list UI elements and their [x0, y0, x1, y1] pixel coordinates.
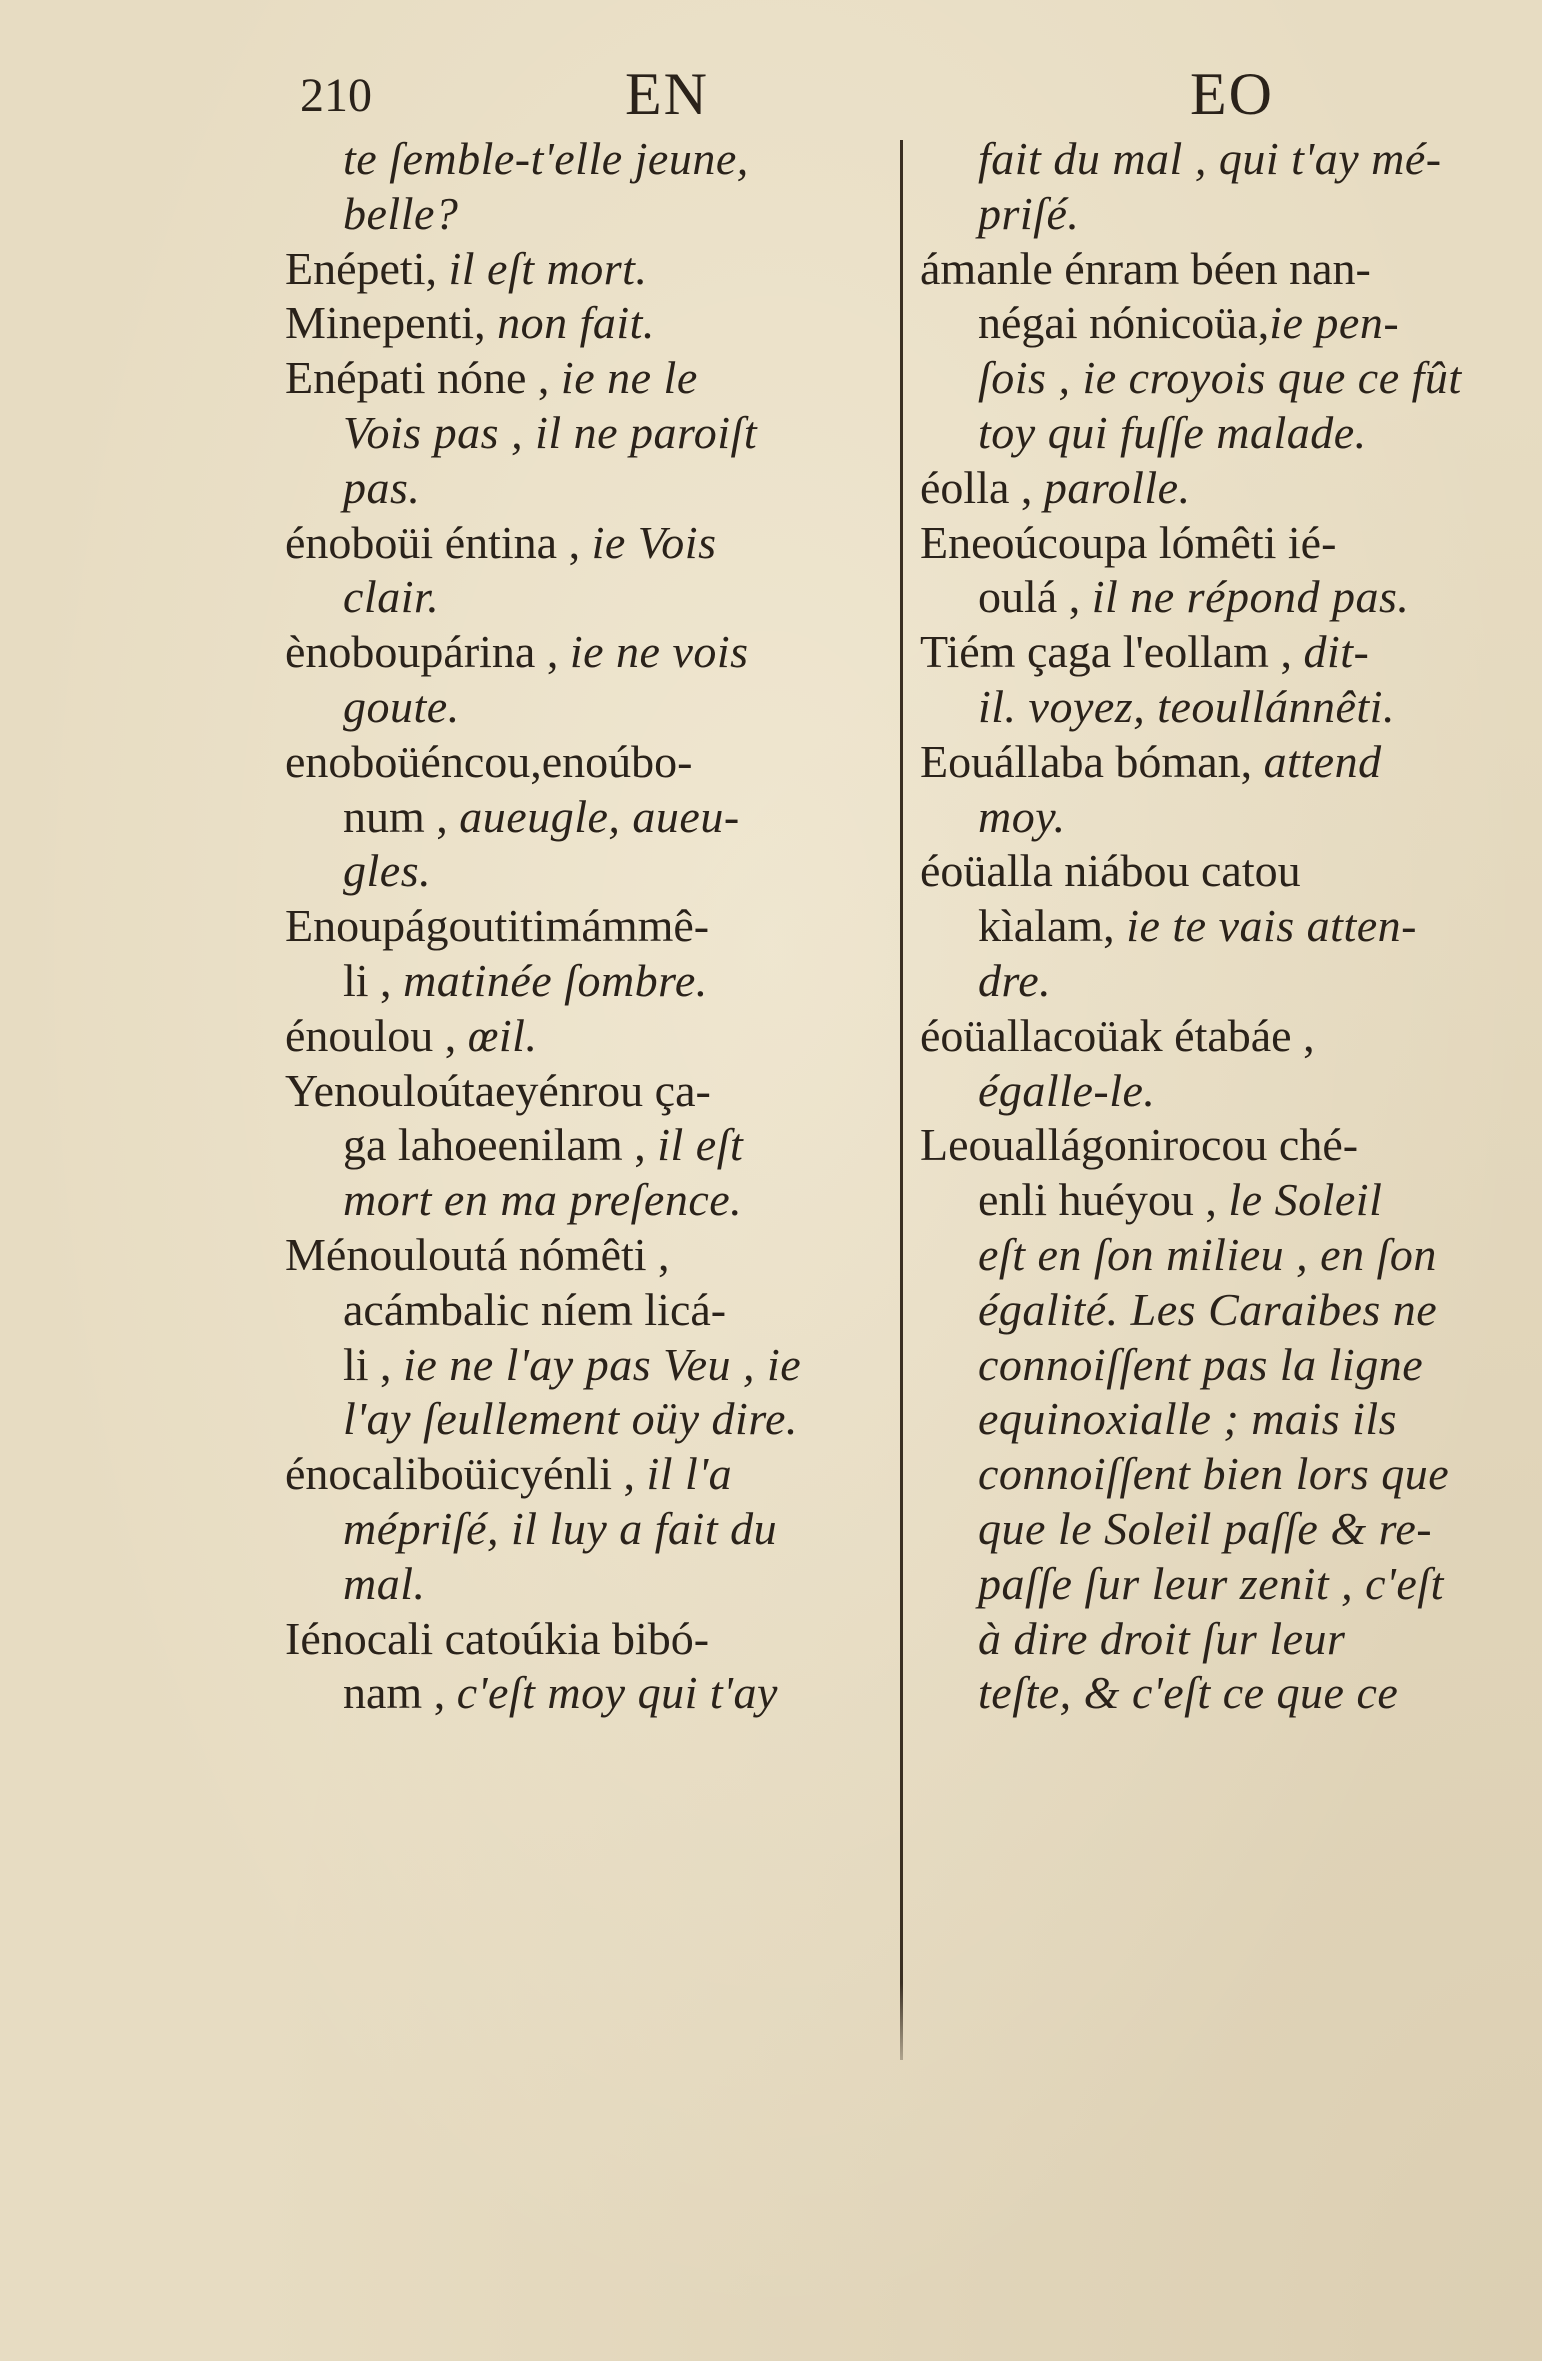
entry-text: Iénocali catoúkia bibó- — [285, 1612, 710, 1664]
gloss-text: c'eſt moy qui t'ay — [456, 1667, 778, 1719]
gloss-text: égalle-le. — [978, 1064, 1156, 1116]
gloss-text: gles. — [343, 845, 432, 897]
right-line — [920, 1502, 1480, 1557]
entry-text: Minepenti, — [285, 297, 498, 349]
gloss-text: mépriſé, il luy a fait du — [343, 1502, 778, 1554]
gloss-text: ie te vais atten- — [1126, 900, 1417, 952]
gloss-text: le Soleil — [1228, 1174, 1383, 1226]
right-line — [920, 570, 1480, 625]
entry-text: énoulou , — [285, 1009, 468, 1061]
right-running-head: EO — [1190, 61, 1274, 127]
entry-text: kìalam, — [978, 900, 1127, 952]
entry-text: ámanle énram béen nan- — [920, 242, 1371, 294]
gloss-text: ie Vois — [591, 516, 717, 568]
right-line — [920, 954, 1480, 1009]
entry-text: Eouállaba bóman, — [920, 735, 1264, 787]
right-line — [920, 1612, 1480, 1667]
gloss-text: goute. — [343, 680, 460, 732]
left-line — [285, 844, 885, 899]
right-line — [920, 1009, 1480, 1064]
entry-text: Yenouloútaeyénrou ça- — [285, 1064, 711, 1116]
entry-text: li , — [343, 954, 404, 1006]
right-line — [920, 1338, 1480, 1393]
left-line — [285, 570, 885, 625]
left-line — [285, 351, 885, 406]
gloss-text: eſt en ſon milieu , en ſon — [978, 1228, 1437, 1280]
left-line — [285, 1009, 885, 1064]
gloss-text: mal. — [343, 1557, 426, 1609]
entry-text: Enoupágoutitimámmê- — [285, 900, 710, 952]
right-line — [920, 1557, 1480, 1612]
gloss-text: il l'a — [646, 1448, 733, 1500]
entry-text: Eneoúcoupa lómêti ié- — [920, 516, 1337, 568]
left-line — [285, 1064, 885, 1119]
right-line — [920, 242, 1480, 297]
right-line — [920, 351, 1480, 406]
gloss-text: dre. — [978, 954, 1052, 1006]
right-line — [920, 735, 1480, 790]
gloss-text: clair. — [343, 571, 440, 623]
page-number: 210 — [300, 69, 372, 122]
left-running-head: EN — [625, 61, 709, 127]
gloss-text: priſé. — [978, 187, 1080, 239]
gloss-text: Vois pas , il ne paroiſt — [343, 406, 758, 458]
gloss-text: ie pen- — [1269, 297, 1400, 349]
left-line — [285, 735, 885, 790]
left-line — [285, 1447, 885, 1502]
gloss-text: teſte, & c'eſt ce que ce — [978, 1667, 1399, 1719]
right-line — [920, 1173, 1480, 1228]
left-line — [285, 461, 885, 516]
gloss-text: il ne répond pas. — [1091, 571, 1410, 623]
entry-text: éolla , — [920, 461, 1044, 513]
gloss-text: que le Soleil paſſe & re- — [978, 1502, 1433, 1554]
entry-text: ga lahoeenilam , — [343, 1119, 658, 1171]
gloss-text: moy. — [978, 790, 1066, 842]
right-line — [920, 1118, 1480, 1173]
entry-text: acámbalic níem licá- — [343, 1283, 727, 1335]
gloss-text: te ſemble-t'elle jeune, — [343, 133, 749, 184]
entry-text: Leouallágonirocou ché- — [920, 1119, 1359, 1171]
left-line — [285, 1612, 885, 1667]
left-line — [285, 1118, 885, 1173]
left-line — [285, 1666, 885, 1721]
right-line — [920, 899, 1480, 954]
entry-text: num , — [343, 790, 460, 842]
left-line — [285, 406, 885, 461]
right-column — [920, 132, 1480, 1721]
gloss-text: aueugle, aueu- — [459, 790, 740, 842]
left-line — [285, 625, 885, 680]
gloss-text: ſois , ie croyois que ce fût — [978, 352, 1462, 404]
right-line — [920, 516, 1480, 571]
right-line — [920, 296, 1480, 351]
entry-text: Ménouloutá nómêti , — [285, 1228, 670, 1280]
column-divider-rule — [900, 140, 903, 2060]
gloss-text: égalité. Les Caraibes ne — [978, 1283, 1438, 1335]
gloss-text: mort en ma preſence. — [343, 1174, 743, 1226]
right-line — [920, 1228, 1480, 1283]
gloss-text: pas. — [343, 461, 421, 513]
entry-text: énoboüi éntina , — [285, 516, 592, 568]
entry-text: négai nónicoüa, — [978, 297, 1270, 349]
gloss-text: attend — [1263, 735, 1382, 787]
gloss-text: non fait. — [497, 297, 655, 349]
entry-text: li , — [343, 1338, 404, 1390]
right-line — [920, 132, 1480, 187]
gloss-text: fait du mal , qui t'ay mé- — [978, 133, 1442, 184]
left-line — [285, 516, 885, 571]
left-line — [285, 1392, 885, 1447]
left-line — [285, 954, 885, 1009]
entry-text: oulá , — [978, 571, 1092, 623]
left-line — [285, 680, 885, 735]
entry-text: Tiém çaga l'eollam , — [920, 626, 1304, 678]
gloss-text: connoiſſent bien lors que — [978, 1448, 1450, 1500]
gloss-text: il eſt — [657, 1119, 744, 1171]
gloss-text: ie ne vois — [569, 626, 749, 678]
right-line — [920, 790, 1480, 845]
entry-text: nam , — [343, 1667, 457, 1719]
entry-text: éoüalla niábou catou — [920, 845, 1301, 897]
entry-text: enli huéyou , — [978, 1174, 1229, 1226]
left-line — [285, 296, 885, 351]
right-line — [920, 680, 1480, 735]
right-line — [920, 1666, 1480, 1721]
left-line — [285, 1228, 885, 1283]
gloss-text: ie ne le — [560, 352, 698, 404]
right-line — [920, 1283, 1480, 1338]
left-line — [285, 1502, 885, 1557]
gloss-text: à dire droit ſur leur — [978, 1612, 1346, 1664]
gloss-text: ie ne l'ay pas Veu , ie — [403, 1338, 802, 1390]
gloss-text: equinoxialle ; mais ils — [978, 1393, 1398, 1445]
left-line — [285, 1338, 885, 1393]
gloss-text: l'ay ſeullement oüy dire. — [343, 1393, 798, 1445]
gloss-text: paſſe ſur leur zenit , c'eſt — [978, 1557, 1444, 1609]
entry-text: ènoboupárina , — [285, 626, 570, 678]
left-line — [285, 1173, 885, 1228]
running-header — [0, 60, 1542, 130]
left-line — [285, 1557, 885, 1612]
left-column — [285, 132, 885, 1721]
gloss-text: parolle. — [1043, 461, 1191, 513]
entry-text: énocaliboüicyénli , — [285, 1448, 647, 1500]
right-line — [920, 1064, 1480, 1119]
left-line — [285, 1283, 885, 1338]
gloss-text: toy qui fuſſe malade. — [978, 406, 1367, 458]
gloss-text: œil. — [467, 1009, 538, 1061]
right-line — [920, 844, 1480, 899]
gloss-text: il. voyez, teoullánnêti. — [978, 680, 1395, 732]
entry-text: Enépati nóne , — [285, 352, 561, 404]
gloss-text: matinée ſombre. — [403, 954, 708, 1006]
gloss-text: dit- — [1303, 626, 1370, 678]
right-line — [920, 625, 1480, 680]
gloss-text: belle? — [343, 187, 459, 239]
right-line — [920, 461, 1480, 516]
gloss-text: il eſt mort. — [448, 242, 648, 294]
left-line — [285, 790, 885, 845]
left-line — [285, 187, 885, 242]
left-line — [285, 242, 885, 297]
right-line — [920, 1447, 1480, 1502]
entry-text: enoboüéncou,enoúbo- — [285, 735, 693, 787]
right-line — [920, 187, 1480, 242]
left-line — [285, 899, 885, 954]
entry-text: Enépeti, — [285, 242, 449, 294]
left-line — [285, 132, 885, 187]
right-line — [920, 1392, 1480, 1447]
entry-text: éoüallacoüak étabáe , — [920, 1009, 1315, 1061]
right-line — [920, 406, 1480, 461]
gloss-text: connoiſſent pas la ligne — [978, 1338, 1424, 1390]
